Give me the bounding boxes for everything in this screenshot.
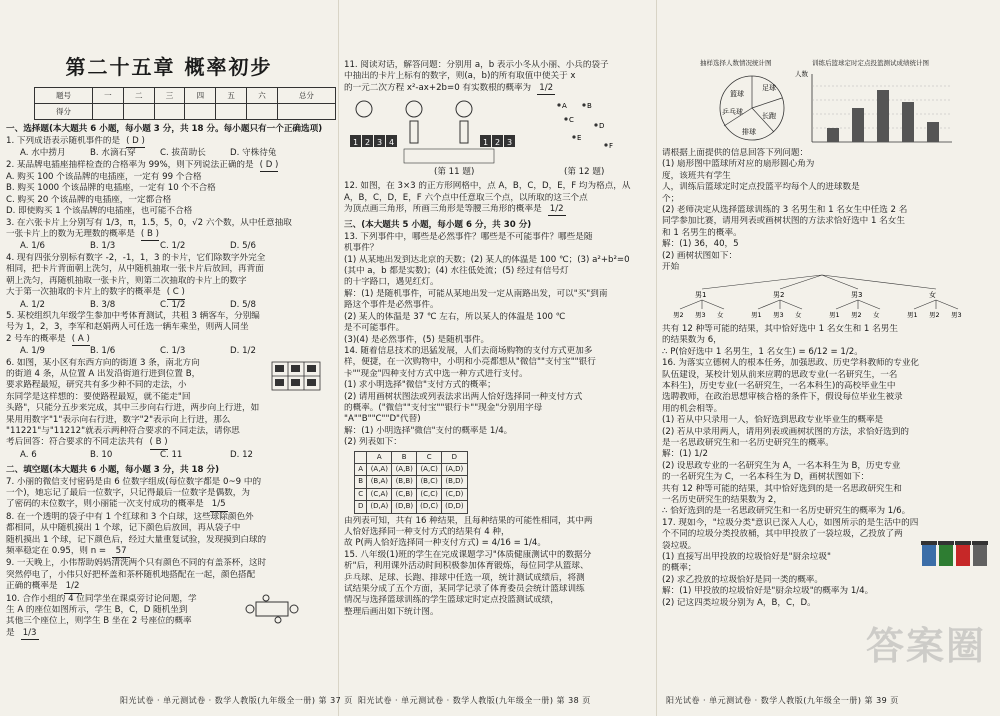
question-14-line: 卡""现金"四种支付方式中选一种方式进行支付。 — [344, 368, 528, 379]
tree-diagram-15 — [662, 273, 982, 319]
option: D. 守株待兔 — [230, 148, 277, 159]
question-11 — [344, 71, 650, 82]
table-cell: A — [355, 463, 367, 475]
answer: ( D ) — [260, 160, 279, 172]
tree-leaf: 男3 — [695, 311, 706, 320]
question-15-line: 情况与选择篮球训练的学生篮球定时定点投篮测试成绩， — [344, 595, 559, 606]
tree-node: 女 — [929, 291, 936, 300]
table-row — [355, 501, 468, 513]
watermark: 答案圈 — [866, 623, 987, 668]
tree-leaf: 男1 — [907, 311, 918, 320]
bar — [877, 90, 889, 142]
question-14-line: (2) 请用画树状图法或列表法求出两人恰好选择同一种支付方式 — [344, 391, 583, 402]
table-cell: (A,C) — [417, 463, 442, 475]
tree-node: 男1 — [695, 291, 707, 300]
question-12 — [344, 181, 650, 192]
tree-leaf: 女 — [717, 311, 724, 320]
question-text: 突然停电了，小伟只好把杯盖和茶杯随机地搭配在一起，颜色搭配 — [6, 569, 256, 580]
table-cell: (D,C) — [417, 501, 442, 513]
question-text: 5. 某校组织九年级学生参加中考体育测试，共租 3 辆客车，分别编 — [6, 310, 260, 321]
table-header-cell: A — [367, 451, 392, 463]
question-15-line: 析"后，利用课外活动时间积极参加体育锻炼，每位同学从篮球、 — [344, 561, 589, 572]
pie-label-football: 足球 — [762, 84, 776, 92]
option-line: D. 即使购买 1 个该品牌的电插座，也可能不合格 — [6, 206, 193, 217]
question-text: A，B，C，D，E，F 六个点中任意取三个点，以所取的这三个点 — [344, 192, 588, 203]
grid-point-label: C — [569, 116, 574, 125]
question-13-line: 机事件？ — [344, 243, 379, 254]
pie-chart — [720, 76, 784, 140]
question-text: 头路"，只能分五步来完成，其中三步向右行进，两步向上行进，如 — [6, 403, 260, 414]
question-4 — [6, 264, 332, 275]
option: A. 1/9 — [20, 346, 46, 357]
table-cell: B — [355, 476, 367, 488]
question-4 — [6, 276, 332, 287]
question-13-line: (其中 a，b 都是实数)；(4) 水往低处流；(5) 经过有信号灯 — [344, 266, 569, 277]
card-a: 4 — [389, 138, 395, 148]
question-14-answer-line: 故 P(两人恰好选择同一种支付方式) = 4/16 = 1/4。 — [344, 538, 546, 549]
question-text: 果用用数字"1"表示向右行进，数字"2"表示向上行进，那么 — [6, 414, 231, 425]
question-17-line: (2) 求乙投放的垃圾恰好是同一类的概率。 — [662, 574, 823, 585]
option: C. 1/2 — [160, 241, 186, 252]
section-3-heading: 三、(本大题共 5 小题，每小题 6 分，共 30 分) — [344, 220, 532, 231]
question-text: 是 — [6, 627, 15, 638]
bar — [852, 108, 864, 142]
question-text: 考后回答：符合要求的不同走法共有 — [6, 437, 144, 448]
question-16-solution-line: ∴ 恰好选到的是一名思政研究生和一名历史研究生的概率为 1/6。 — [662, 506, 911, 517]
card-a: 3 — [377, 138, 383, 148]
bar — [827, 128, 839, 142]
question-9 — [6, 581, 332, 593]
card-a: 2 — [365, 138, 371, 148]
street-grid-figure — [266, 358, 328, 394]
question-17-line: 17. 现如今，"垃圾分类"意识已深入人心，如图所示的是生活中的四 — [662, 517, 919, 528]
question-text: 正确的概率是 — [6, 581, 58, 592]
answer: 1/2 — [537, 83, 555, 95]
question-15-continued-line: (2) 老师决定从选择篮球训练的 3 名男生和 1 名女生中任选 2 名 — [662, 205, 908, 216]
grid-point-label: B — [587, 102, 592, 111]
question-text: 中抽出的卡片上标有的数字，则(a，b)的所有取值中使关于 x — [344, 71, 576, 82]
figure-11-12 — [344, 95, 644, 165]
option: B. 水滴石穿 — [90, 148, 136, 159]
score-header-cell: 一 — [93, 88, 124, 104]
option: B. 1/6 — [90, 346, 116, 357]
question-15-line: 15. 八年级(1)班的学生在完成课题学习"体质健康测试中的数据分 — [344, 549, 592, 560]
tree-leaf: 男1 — [829, 311, 840, 320]
grid-point-label: D — [599, 122, 605, 131]
card-a: 1 — [353, 138, 359, 148]
question-15-solution-line: (2) 画树状图如下： — [662, 250, 738, 261]
question-10 — [6, 628, 332, 640]
answer: 1/3 — [21, 628, 39, 640]
table-cell: (A,D) — [442, 463, 467, 475]
question-8 — [6, 512, 332, 523]
bar-chart — [795, 69, 952, 142]
question-17-block — [662, 518, 994, 609]
answer: ( A ) — [72, 334, 90, 346]
question-15-solution-line: 共有 12 种等可能的结果，其中恰好选中 1 名女生和 1 名男生 — [662, 323, 898, 334]
question-6 — [6, 415, 332, 426]
question-8 — [6, 535, 332, 546]
question-3 — [6, 229, 332, 241]
question-8 — [6, 523, 332, 534]
page-footer: 阳光试卷 · 单元测试卷 · 数学人教版(九年级全一册) 第 38 页 — [358, 696, 591, 705]
question-text: 4. 现有四张分别标有数字 -2，-1，1，3 的卡片，它们除数字外完全 — [6, 252, 266, 263]
option: B. 3/8 — [90, 299, 116, 310]
option: D. 12 — [230, 449, 254, 460]
question-text: 7. 小丽的微信支付密码是由 6 位数字组成(每位数字都是 0~9 中的 — [6, 476, 262, 487]
tree-leaf: 女 — [873, 311, 880, 320]
chapter-title: 第二十五章 概率初步 — [65, 55, 273, 79]
bar — [902, 102, 914, 142]
page-39 — [656, 0, 1000, 716]
payment-table — [354, 451, 468, 514]
question-15-continued-line: 同学参加比赛，请用列表或画树状图的方法求恰好选中 1 名女生 — [662, 216, 905, 227]
question-text: 为顶点画三角形，所画三角形是等腰三角形的概率是 — [344, 204, 542, 215]
question-text: 生 A 的座位如图所示，学生 B，C，D 随机坐到 — [6, 605, 188, 616]
table-cell: (C,D) — [442, 488, 467, 500]
question-15-continued-line: (1) 扇形图中篮球所对应的扇形圆心角为 — [662, 159, 815, 170]
table-cell: (B,B) — [392, 476, 417, 488]
pie-label-running: 长跑 — [762, 112, 776, 120]
question-17-line: 个不同的垃圾分类投放桶，其中甲投放了一袋垃圾，乙投放了两 — [662, 529, 903, 540]
question-5 — [6, 322, 332, 333]
question-text: 了密码的末位数字，则小丽能一次支付成功的概率是 — [6, 499, 204, 510]
score-cell: 得分 — [35, 104, 93, 120]
table-header-cell: B — [392, 451, 417, 463]
answer: ( D ) — [126, 136, 145, 148]
answer: ( C ) — [167, 287, 185, 299]
page-footer: 阳光试卷 · 单元测试卷 · 数学人教版(九年级全一册) 第 37 页 — [120, 696, 353, 705]
question-16-line: 选聘教师，在政治思想审核合格的条件下，假设每位毕业生被录 — [662, 392, 903, 403]
section-2-heading: 二、填空题(本大题共 6 小题，每小题 3 分，共 18 分) — [6, 465, 220, 476]
table-cell: D — [355, 501, 367, 513]
figures-11-12 — [344, 95, 650, 181]
card-b: 1 — [483, 138, 489, 148]
question-16-line: 本科生)，历史专业(一名研究生，一名本科生)的高校毕业生中 — [662, 380, 896, 391]
question-3 — [6, 218, 332, 229]
bar-caption: 训练后篮球定时定点投篮测试成绩统计图 — [812, 59, 929, 67]
pie-label-pingpong: 乒乓球 — [722, 108, 743, 116]
question-15-solution-line: 解：(1) 36，40，5 — [662, 239, 739, 250]
question-13-line: (2) 某人的体温是 37 ℃ 左右，所以某人的体温是 100 ℃ — [344, 311, 566, 322]
question-text: 9. 一天晚上，小伟帮助妈妈清洗两个只有颜色不同的有盖茶杯，这时 — [6, 558, 267, 569]
question-5 — [6, 311, 332, 322]
tree-leaf: 男3 — [773, 311, 784, 320]
question-2 — [6, 160, 332, 172]
option: A. 水中捞月 — [20, 148, 66, 159]
question-14-line: 样，便捷，在一次购物中，小明和小亮都想从"微信""支付宝""银行 — [344, 357, 596, 368]
question-11 — [344, 83, 650, 95]
question-17-line: (2) 记这四类垃圾分别为 A，B，C，D。 — [662, 597, 816, 608]
question-13-line: (1) 从某地出发到达北京的天数；(2) 某人的体温是 100 ℃；(3) a²+b²=0 — [344, 254, 630, 265]
question-13-line: 路这个事件是必然事件。 — [344, 300, 439, 311]
option-line: A. 购买 100 个该品牌的电插座，一定有 99 个合格 — [6, 172, 202, 183]
option: D. 5/8 — [230, 299, 256, 310]
bar-ylabel: 人数 — [795, 70, 808, 78]
score-header-cell: 四 — [185, 88, 216, 104]
question-14-answer-line: 人恰好选择同一种支付方式的结果有 4 种， — [344, 527, 510, 537]
question-6 — [6, 437, 332, 449]
question-16-line: 16. 为落实立德树人的根本任务，加强思政、历史学科教师的专业化 — [662, 358, 920, 369]
question-15-continued-line: 个； — [662, 193, 680, 204]
table-header-cell: D — [442, 451, 467, 463]
figure-12-caption: (第 12 题) — [564, 167, 605, 178]
question-7 — [6, 477, 332, 488]
card-b: 2 — [495, 138, 501, 148]
question-16-solution-line: 一名历史研究生的结果数为 2， — [662, 494, 782, 505]
question-text: 11. 阅读对话，解答问题：分别用 a，b 表示小冬从小丽、小兵的袋子 — [344, 60, 609, 70]
table-row — [355, 488, 468, 500]
question-text: 2 号车的概率是 — [6, 333, 66, 344]
question-15-continued-line: 和 1 名男生的概率。 — [662, 227, 742, 238]
tree-leaf: 男2 — [673, 311, 684, 320]
card-b: 3 — [507, 138, 513, 148]
options-row — [6, 241, 332, 252]
table-cell: (C,C) — [417, 488, 442, 500]
question-text: 相同，把卡片背面朝上洗匀，从中随机抽取一张卡片后放回，再背面 — [6, 264, 264, 275]
question-14-line: 14. 随着信息技术的迅猛发展，人们去商场购物的支付方式更加多 — [344, 345, 593, 356]
question-text: 其他三个座位上，则学生 B 坐在 2 号座位的概率 — [6, 616, 192, 627]
question-12 — [344, 204, 650, 216]
table-cell: C — [355, 488, 367, 500]
question-16-line: 是一名思政研究生和一名历史研究生的概率。 — [662, 437, 834, 448]
question-14-line: 的概率。("微信""支付宝""银行卡""现金"分别用字母 — [344, 402, 543, 413]
pie-caption: 抽样选择人数情况统计图 — [700, 59, 772, 67]
tree-leaf: 女 — [795, 311, 802, 320]
question-15-line: 试结果分成了五个方面，某同学记录了体育委员会统计篮球训练 — [344, 584, 585, 595]
options-row — [6, 148, 332, 159]
score-table — [34, 87, 336, 120]
score-cell — [123, 104, 154, 120]
question-text: 1. 下列成语表示随机事件的是 — [6, 135, 121, 146]
table-cell: (A,B) — [392, 463, 417, 475]
options-row — [6, 300, 332, 311]
question-6 — [6, 403, 332, 414]
question-13-line: 解：(1) 是随机事件，可能从某地出发一定从南路出发，可以"买"到南 — [344, 288, 608, 299]
table-cell: (C,B) — [392, 488, 417, 500]
score-cell — [247, 104, 278, 120]
question-10-block — [6, 594, 332, 641]
question-text: 12. 如图，在 3×3 的正方形网格中，点 A，B，C，D，E，F 均为格点，从 — [344, 181, 631, 192]
options-row — [6, 346, 332, 357]
score-cell — [216, 104, 247, 120]
question-13-line: 13. 下列事件中，哪些是必然事件？哪些是不可能事件？哪些是随 — [344, 231, 593, 242]
question-text: 随机摸出 1 个球，记下颜色后，经过大量重复试验，发现摸到白球的 — [6, 534, 267, 545]
question-text: 8. 在一个透明的袋子中有 1 个红球和 3 个白球，这些球除颜色外 — [6, 511, 254, 522]
question-text: 一个)，她忘记了最后一位数字，只记得最后一位数字是偶数，为 — [6, 488, 250, 498]
score-cell — [93, 104, 124, 120]
question-7 — [6, 488, 332, 499]
table-row — [355, 463, 468, 475]
option: A. 6 — [20, 449, 37, 460]
question-13-line: 的十字路口，遇见红灯。 — [344, 277, 439, 288]
question-8 — [6, 546, 332, 558]
pie-label-basketball: 篮球 — [730, 90, 744, 98]
option: D. 1/2 — [230, 346, 256, 357]
question-15-solution-line: 开始 — [662, 262, 680, 273]
question-text: 6. 如图，某小区有东西方向的街道 3 条，南北方向 — [6, 357, 200, 368]
question-15-line: 整理后画出如下统计图。 — [344, 606, 439, 617]
grid-point-label: F — [609, 142, 614, 151]
pie-label-volleyball: 排球 — [742, 128, 756, 136]
page-37 — [0, 0, 353, 716]
table-cell: (D,A) — [367, 501, 392, 513]
option: C. 11 — [160, 449, 183, 460]
score-header-cell: 五 — [216, 88, 247, 104]
table-cell: (B,A) — [367, 476, 392, 488]
option: D. 5/6 — [230, 241, 256, 252]
score-header-cell: 六 — [247, 88, 278, 104]
table-cell: (B,D) — [442, 476, 467, 488]
question-16-line: (2) 若从中录用两人，请用列表或画树状图的方法，求恰好选到的 — [662, 426, 909, 437]
question-13-line: (3)(4) 是必然事件，(5) 是随机事件。 — [344, 334, 490, 345]
question-11 — [344, 60, 650, 71]
score-header-cell: 总分 — [277, 88, 335, 104]
question-14-line: "A""B""C""D"代替) — [344, 414, 421, 425]
option: A. 1/6 — [20, 241, 46, 252]
answer: 57 — [112, 546, 130, 558]
answer: ( B ) — [150, 437, 168, 449]
question-text: 频率稳定在 0.95，则 n = — [6, 546, 107, 557]
grid-point-label: A — [562, 102, 567, 111]
tree-leaf: 男2 — [929, 311, 940, 320]
question-text: 大于第一次抽取的卡片上的数字的概率是 — [6, 287, 161, 298]
question-text: 2. 某品牌电插座抽样检查的合格率为 99%，则下列说法正确的是 — [6, 159, 254, 170]
option: C. 拔苗助长 — [160, 148, 206, 159]
table-header-cell — [355, 451, 367, 463]
question-14-line: (1) 求小明选择"微信"支付方式的概率； — [344, 380, 496, 391]
question-14-line: 解：(1) 小明选择"微信"支付的概率是 1/4。 — [344, 425, 513, 436]
question-16-line: 用的机会相等。 — [662, 403, 723, 414]
question-text: 要求路程最短，研究共有多少种不同的走法，小 — [6, 380, 187, 391]
question-6 — [6, 426, 332, 437]
score-header-cell: 题号 — [35, 88, 93, 104]
option: B. 10 — [90, 449, 113, 460]
answer: 1/2 — [64, 581, 82, 593]
question-text: 的一元二次方程 x²-ax+2b=0 有实数根的概率为 — [344, 82, 532, 93]
option: C. 1/3 — [160, 346, 186, 357]
table-cell: (D,D) — [442, 501, 467, 513]
question-7 — [6, 499, 332, 511]
score-cell — [277, 104, 335, 120]
question-text: 一张卡片上的数为无理数的概率是 — [6, 229, 135, 240]
tree-node: 男3 — [851, 291, 863, 300]
grid-point-label: E — [577, 134, 582, 143]
question-15-continued-line: 请根据上面提供的信息回答下列问题： — [662, 148, 809, 158]
question-17-line: 袋垃圾。 — [662, 540, 697, 551]
question-5 — [6, 334, 332, 346]
options-row — [6, 450, 332, 461]
tree-leaf: 男3 — [951, 311, 962, 320]
bar — [927, 122, 939, 142]
question-13-line: 是不可能事件。 — [344, 323, 405, 334]
table-cell: (A,A) — [367, 463, 392, 475]
question-14-answer-line: 由列表可知，共有 16 种结果，且每种结果的可能性相同，其中两 — [344, 515, 593, 526]
score-header-cell: 二 — [123, 88, 154, 104]
question-15-solution-line: ∴ P(恰好选中 1 名男生，1 名女生) = 6/12 = 1/2。 — [662, 346, 863, 357]
figure-11-caption: (第 11 题) — [434, 167, 475, 178]
question-17-line: 解：(1) 甲投放的垃圾恰好是"厨余垃圾"的概率为 1/4。 — [662, 586, 874, 597]
table-cell: (B,C) — [417, 476, 442, 488]
tree-leaf: 男2 — [851, 311, 862, 320]
question-text: 东同学是这样想的：要使路程最短，就不能走"回 — [6, 391, 191, 402]
question-9 — [6, 570, 332, 581]
question-16-solution-line: 解：(1) 1/2 — [662, 449, 708, 460]
table-header-cell: C — [417, 451, 442, 463]
section-1-heading: 一、选择题(本大题共 6 小题，每小题 3 分，共 18 分。每小题只有一个正确选项) — [6, 124, 323, 135]
page-footer: 阳光试卷 · 单元测试卷 · 数学人教版(九年级全一册) 第 39 页 — [666, 696, 899, 705]
stat-charts — [662, 68, 992, 154]
question-17-line: (1) 直接写出甲投放的垃圾恰好是"厨余垃圾" — [662, 552, 831, 562]
question-12 — [344, 193, 650, 204]
option: B. 1/3 — [90, 241, 116, 252]
question-text: 3. 在六张卡片上分别写有 1/3，π，1.5，5，0，√2 六个数，从中任意抽取 — [6, 217, 292, 228]
score-cell — [185, 104, 216, 120]
question-9 — [6, 558, 332, 569]
page-38 — [338, 0, 656, 716]
question-15-continued-line: 人，训练后篮球定时定点投篮平均每个人的进球数是 — [662, 182, 860, 193]
question-text: 号为 1，2，3，李军和赵娟两人可任选一辆车乘坐，则两人同坐 — [6, 322, 249, 333]
question-16-line: (1) 若从中只录用一人，恰好选到思政专业毕业生的概率是 — [662, 415, 884, 426]
table-cell: (D,B) — [392, 501, 417, 513]
question-6-block — [6, 358, 332, 462]
question-14-line: (2) 列表如下： — [344, 437, 402, 448]
question-15-continued-line: 度，该班共有学生 — [662, 170, 731, 181]
score-header-cell: 三 — [154, 88, 185, 104]
question-text: 都相同，从中随机摸出 1 个球，记下颜色后放回，再从袋子中 — [6, 523, 241, 534]
score-cell — [154, 104, 185, 120]
question-text: 10. 合作小组的 4 位同学坐在课桌旁讨论问题，学 — [6, 593, 197, 604]
answer: 1/2 — [548, 204, 566, 216]
trash-bins-figure — [920, 538, 990, 568]
option-line: B. 购买 1000 个该品牌的电插座，一定有 10 个不合格 — [6, 183, 216, 194]
question-text: 的街道 4 条，从位置 A 出发沿街道行进到位置 B， — [6, 368, 201, 379]
option-line: C. 购买 20 个该品牌的电插座，一定都合格 — [6, 194, 172, 205]
question-4 — [6, 253, 332, 264]
question-16-solution-line: 的一名研究生为 C，一名本科生为 D，画树状图如下： — [662, 472, 870, 483]
question-15-solution-line: 的结果数为 6， — [662, 335, 722, 346]
tree-node: 男2 — [773, 291, 785, 300]
question-17-line: 的概率； — [662, 563, 697, 574]
question-4 — [6, 287, 332, 299]
tree-leaf: 男1 — [751, 311, 762, 320]
table-cell: (C,A) — [367, 488, 392, 500]
question-text: 朝上洗匀，再随机抽取一张卡片，则第二次抽取的卡片上的数字 — [6, 275, 247, 286]
question-text: "11221"与"11212"就表示两种符合要求的不同走法，请你思 — [6, 425, 240, 436]
question-16-solution-line: (2) 设思政专业的一名研究生为 A，一名本科生为 B，历史专业 — [662, 460, 901, 471]
desk-figure — [242, 594, 302, 624]
question-16-line: 队伍建设，某校计划从前来应聘的思政专业(一名研究生，一名 — [662, 369, 898, 380]
question-16-solution-line: 共有 12 种等可能的结果，其中恰好选到的是一名思政研究生和 — [662, 483, 902, 494]
chart-area — [662, 59, 994, 148]
answer: 1/5 — [210, 499, 228, 511]
question-15-line: 乒乓球、足球、长跑、排球中任选一项，统计测试成绩后，将测 — [344, 572, 585, 583]
table-row — [355, 476, 468, 488]
option: A. 1/2 — [20, 299, 46, 310]
answer: ( B ) — [141, 229, 159, 241]
option: C. 1/2 — [160, 299, 186, 310]
question-1 — [6, 136, 332, 148]
